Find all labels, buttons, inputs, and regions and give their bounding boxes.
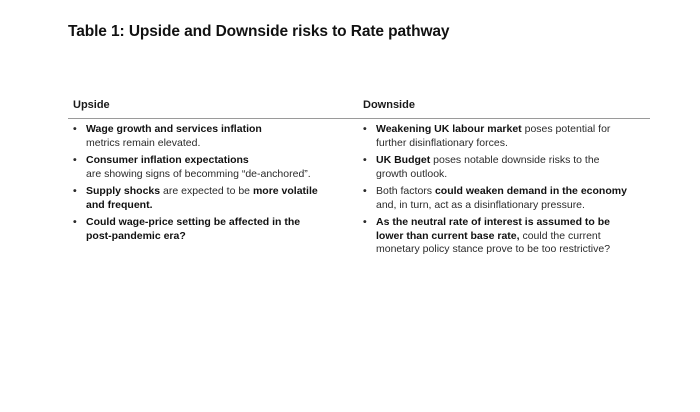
bullet-icon: • (363, 154, 367, 166)
bullet-icon: • (73, 216, 77, 228)
list-item (363, 123, 645, 150)
item-text-bold: As the neutral rate of interest is assumed to be lower than current base rate, (376, 216, 610, 242)
bullet-icon: • (73, 123, 77, 135)
bullet-icon: • (73, 154, 77, 166)
list-item (363, 185, 645, 212)
item-text-bold: Wage growth and services inflation (86, 123, 262, 135)
column-header-upside: Upside (73, 99, 110, 111)
item-text: are showing signs of becomming “de-anchored”. (86, 167, 311, 180)
list-item (363, 216, 645, 257)
item-text-bold: could weaken demand in the economy (434, 185, 627, 197)
item-text-bold: Supply shocks (86, 185, 161, 197)
item-text: could the current monetary policy stance prove to be too restrictive? (376, 229, 611, 255)
header-divider (68, 118, 650, 119)
item-text-bold: Could wage-price setting be affected in the post-pandemic era? (86, 216, 301, 242)
list-item (73, 154, 343, 181)
item-text: poses notable downside risks to the growth outlook. (376, 154, 600, 180)
bullet-icon: • (363, 123, 367, 135)
bullet-icon: • (363, 185, 367, 197)
item-text: metrics remain elevated. (86, 136, 201, 149)
item-text-bold: Weakening UK labour market (376, 123, 522, 135)
item-text: and, in turn, act as a disinflationary pressure. (376, 198, 585, 211)
upside-list (73, 123, 343, 247)
bullet-icon: • (363, 216, 367, 228)
list-item (73, 185, 343, 212)
item-text-bold: more volatile and frequent. (86, 185, 318, 211)
item-text: Both factors (376, 185, 435, 197)
item-text: are expected to be (160, 185, 253, 197)
column-header-downside: Downside (363, 99, 415, 111)
list-item (73, 123, 343, 150)
downside-list (363, 123, 645, 261)
item-text: poses potential for further disinflationary forces. (376, 123, 611, 149)
bullet-icon: • (73, 185, 77, 197)
list-item (73, 216, 343, 243)
item-text-bold: Consumer inflation expectations (86, 154, 249, 166)
list-item (363, 154, 645, 181)
item-text-bold: UK Budget (376, 154, 431, 166)
page-title: Table 1: Upside and Downside risks to Rate pathway (68, 23, 450, 40)
